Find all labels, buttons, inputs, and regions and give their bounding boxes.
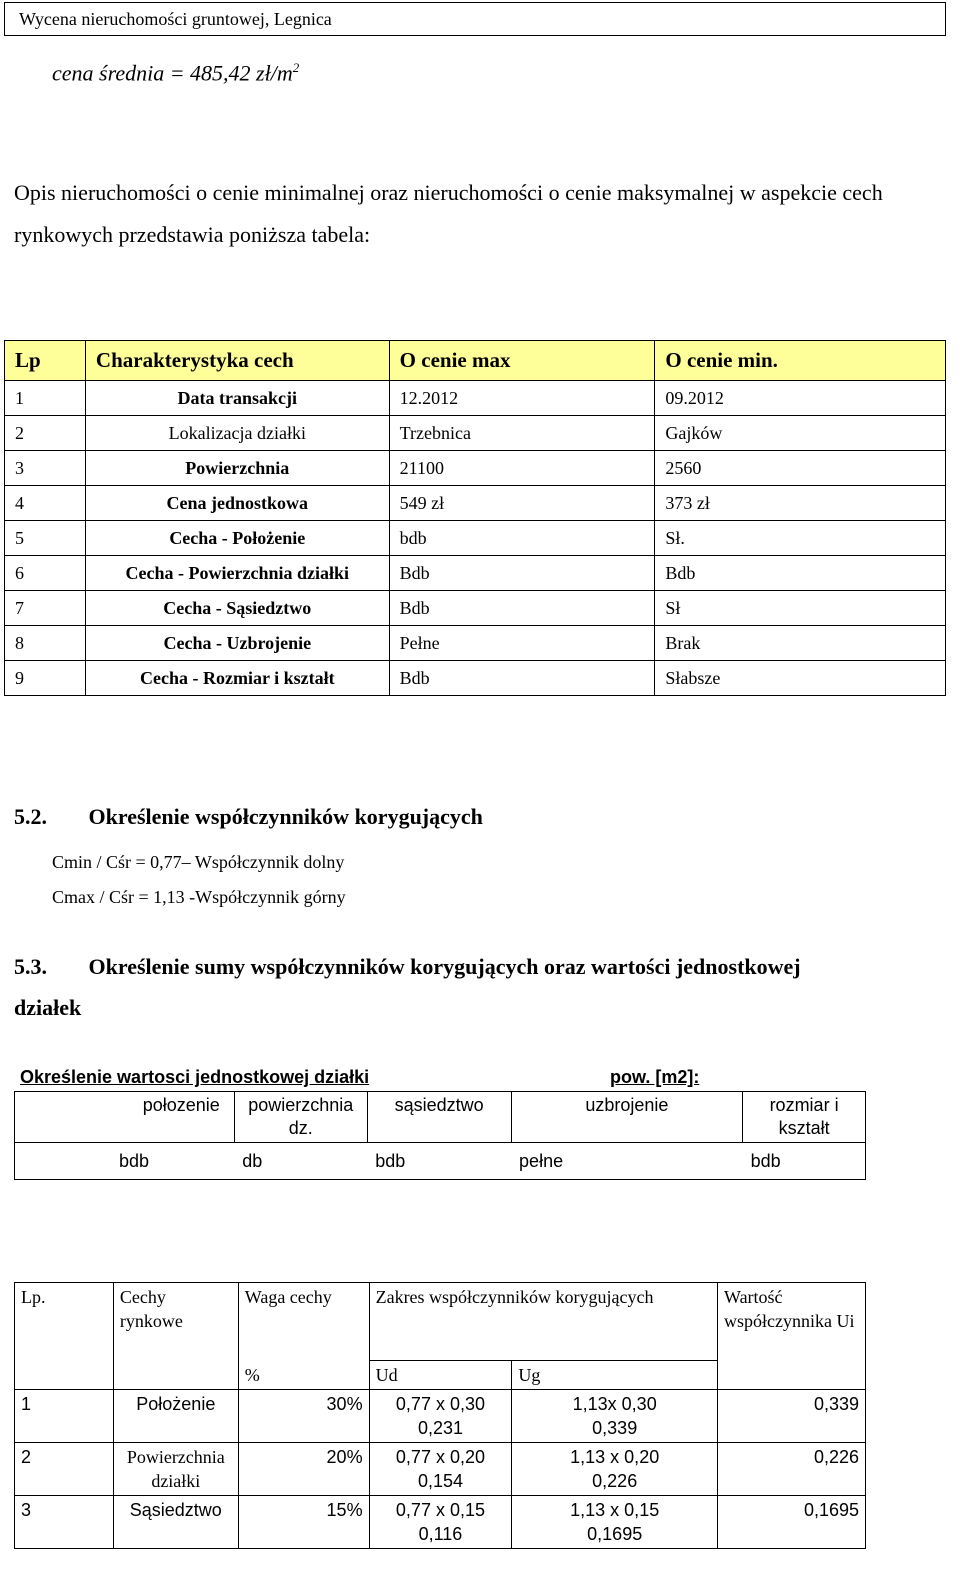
cell-max: 12.2012 xyxy=(389,381,655,416)
cell-feature: Powierzchnia xyxy=(85,451,389,486)
header-size-shape: rozmiar i kształt xyxy=(743,1092,866,1143)
header-characteristic: Charakterystyka cech xyxy=(85,341,389,381)
value-neighbourhood: bdb xyxy=(367,1143,511,1180)
cell-min: Sł. xyxy=(655,521,946,556)
cell-max: Bdb xyxy=(389,556,655,591)
cell-min: 373 zł xyxy=(655,486,946,521)
cell-ui: 0,226 xyxy=(718,1443,866,1496)
ug-result: 0,339 xyxy=(592,1418,638,1438)
cell-weight: 30% xyxy=(238,1390,369,1443)
ud-formula: 0,77 x 0,30 xyxy=(395,1394,485,1414)
cell-max: Trzebnica xyxy=(389,416,655,451)
section-number: 5.2. xyxy=(14,804,47,829)
header-range: Zakres współczynników korygujących xyxy=(369,1283,717,1361)
value-utilities: pełne xyxy=(511,1143,743,1180)
header-features: Cechy rynkowe xyxy=(113,1283,238,1390)
cell-min: Brak xyxy=(655,626,946,661)
table-row xyxy=(5,661,946,696)
ug-result: 0,226 xyxy=(592,1471,638,1491)
cell-ud xyxy=(369,1390,512,1443)
cell-ui: 0,1695 xyxy=(718,1496,866,1549)
section-number: 5.3. xyxy=(14,954,47,979)
cell-feature: Cecha - Sąsiedztwo xyxy=(85,591,389,626)
cell-feature: Lokalizacja działki xyxy=(85,416,389,451)
average-price xyxy=(52,60,299,86)
cell-lp: 8 xyxy=(5,626,86,661)
ud-formula: 0,77 x 0,15 xyxy=(395,1500,485,1520)
cell-feature: Cecha - Uzbrojenie xyxy=(85,626,389,661)
cell-max: 21100 xyxy=(389,451,655,486)
document-title: Wycena nieruchomości gruntowej, Legnica xyxy=(19,9,332,29)
ud-result: 0,231 xyxy=(417,1418,463,1438)
table-header-row xyxy=(15,1283,866,1361)
cell-weight: 20% xyxy=(238,1443,369,1496)
table-row xyxy=(5,381,946,416)
header-lp: Lp. xyxy=(15,1283,114,1390)
table-row xyxy=(5,521,946,556)
header-weight: Waga cechy xyxy=(238,1283,369,1361)
correction-coefficients-table xyxy=(14,1282,866,1549)
cell-feature: Cecha - Powierzchnia działki xyxy=(85,556,389,591)
header-max-price: O cenie max xyxy=(389,341,655,381)
cell-feature: Sąsiedztwo xyxy=(113,1496,238,1549)
cell-ug xyxy=(512,1443,718,1496)
unit-value-title: Określenie wartosci jednostkowej działki xyxy=(20,1067,370,1087)
header-utilities: uzbrojenie xyxy=(511,1092,743,1143)
average-price-sup: 2 xyxy=(292,60,300,75)
cell-weight: 15% xyxy=(238,1496,369,1549)
cell-ug xyxy=(512,1390,718,1443)
cell-min: 2560 xyxy=(655,451,946,486)
table-row xyxy=(5,451,946,486)
coefficient-upper: Cmax / Cśr = 1,13 -Współczynnik górny xyxy=(52,887,346,907)
cell-max: 549 zł xyxy=(389,486,655,521)
cell-min: Słabsze xyxy=(655,661,946,696)
section-5-2-heading xyxy=(14,804,483,830)
table-row xyxy=(5,556,946,591)
cell-min: Gajków xyxy=(655,416,946,451)
cell-lp: 3 xyxy=(15,1496,114,1549)
cell-lp: 3 xyxy=(5,451,86,486)
header-ud: Ud xyxy=(369,1361,512,1390)
ud-formula: 0,77 x 0,20 xyxy=(395,1447,485,1467)
plot-features-table xyxy=(14,1091,866,1180)
cell-ud xyxy=(369,1496,512,1549)
cell-max: bdb xyxy=(389,521,655,556)
cell-ug xyxy=(512,1496,718,1549)
table-row xyxy=(5,486,946,521)
cell-lp: 2 xyxy=(15,1443,114,1496)
cell-lp: 5 xyxy=(5,521,86,556)
header-neighbourhood: sąsiedztwo xyxy=(367,1092,511,1143)
cell-lp: 6 xyxy=(5,556,86,591)
table-row xyxy=(5,591,946,626)
table-row xyxy=(5,416,946,451)
cell-lp: 2 xyxy=(5,416,86,451)
coefficient-lower: Cmin / Cśr = 0,77– Współczynnik dolny xyxy=(52,852,345,872)
section-5-3-heading xyxy=(14,946,944,1028)
ug-result: 0,1695 xyxy=(587,1524,643,1544)
cell-lp: 1 xyxy=(5,381,86,416)
section-title-line2: działek xyxy=(14,995,82,1020)
cell-feature: Data transakcji xyxy=(85,381,389,416)
cell-max: Pełne xyxy=(389,626,655,661)
header-min-price: O cenie min. xyxy=(655,341,946,381)
intro-paragraph: Opis nieruchomości o cenie minimalnej oraz nieruchomości o cenie maksymalnej w aspekcie cech rynkowych przedstawia poniższa tabela: xyxy=(14,180,883,247)
table-row xyxy=(15,1390,866,1443)
features-comparison-table xyxy=(4,340,946,696)
value-location: bdb xyxy=(15,1143,235,1180)
cell-feature: Położenie xyxy=(113,1390,238,1443)
header-percent: % xyxy=(238,1361,369,1390)
document-header xyxy=(4,2,946,36)
cell-max: Bdb xyxy=(389,591,655,626)
ud-result: 0,154 xyxy=(417,1471,463,1491)
header-location: połozenie xyxy=(15,1092,235,1143)
cell-feature: Powierzchnia działki xyxy=(113,1443,238,1496)
cell-lp: 7 xyxy=(5,591,86,626)
area-label: pow. [m2]: xyxy=(610,1067,700,1087)
ud-result: 0,116 xyxy=(418,1524,463,1544)
table-header-row xyxy=(5,341,946,381)
ug-formula: 1,13 x 0,20 xyxy=(570,1447,660,1467)
ug-formula: 1,13 x 0,15 xyxy=(570,1500,660,1520)
cell-ui: 0,339 xyxy=(718,1390,866,1443)
cell-lp: 9 xyxy=(5,661,86,696)
cell-feature: Cecha - Położenie xyxy=(85,521,389,556)
cell-lp: 1 xyxy=(15,1390,114,1443)
ug-formula: 1,13x 0,30 xyxy=(572,1394,657,1414)
cell-min: Sł xyxy=(655,591,946,626)
cell-max: Bdb xyxy=(389,661,655,696)
header-lp: Lp xyxy=(5,341,86,381)
table-row xyxy=(15,1443,866,1496)
table-header-row xyxy=(15,1092,866,1143)
cell-feature: Cecha - Rozmiar i kształt xyxy=(85,661,389,696)
cell-min: 09.2012 xyxy=(655,381,946,416)
table-row xyxy=(15,1496,866,1549)
table-row xyxy=(5,626,946,661)
header-area: powierzchnia dz. xyxy=(234,1092,367,1143)
section-title: Określenie współczynników korygujących xyxy=(88,804,483,829)
header-coefficient-value: Wartość współczynnika Ui xyxy=(718,1283,866,1390)
cell-lp: 4 xyxy=(5,486,86,521)
value-size-shape: bdb xyxy=(743,1143,866,1180)
section-title-line1: Określenie sumy współczynników korygujących oraz wartości jednostkowej xyxy=(88,954,801,979)
value-area: db xyxy=(234,1143,367,1180)
table-row xyxy=(15,1143,866,1180)
header-ug: Ug xyxy=(512,1361,718,1390)
average-price-text: cena średnia = 485,42 zł/m xyxy=(52,60,293,86)
cell-feature: Cena jednostkowa xyxy=(85,486,389,521)
cell-ud xyxy=(369,1443,512,1496)
cell-min: Bdb xyxy=(655,556,946,591)
